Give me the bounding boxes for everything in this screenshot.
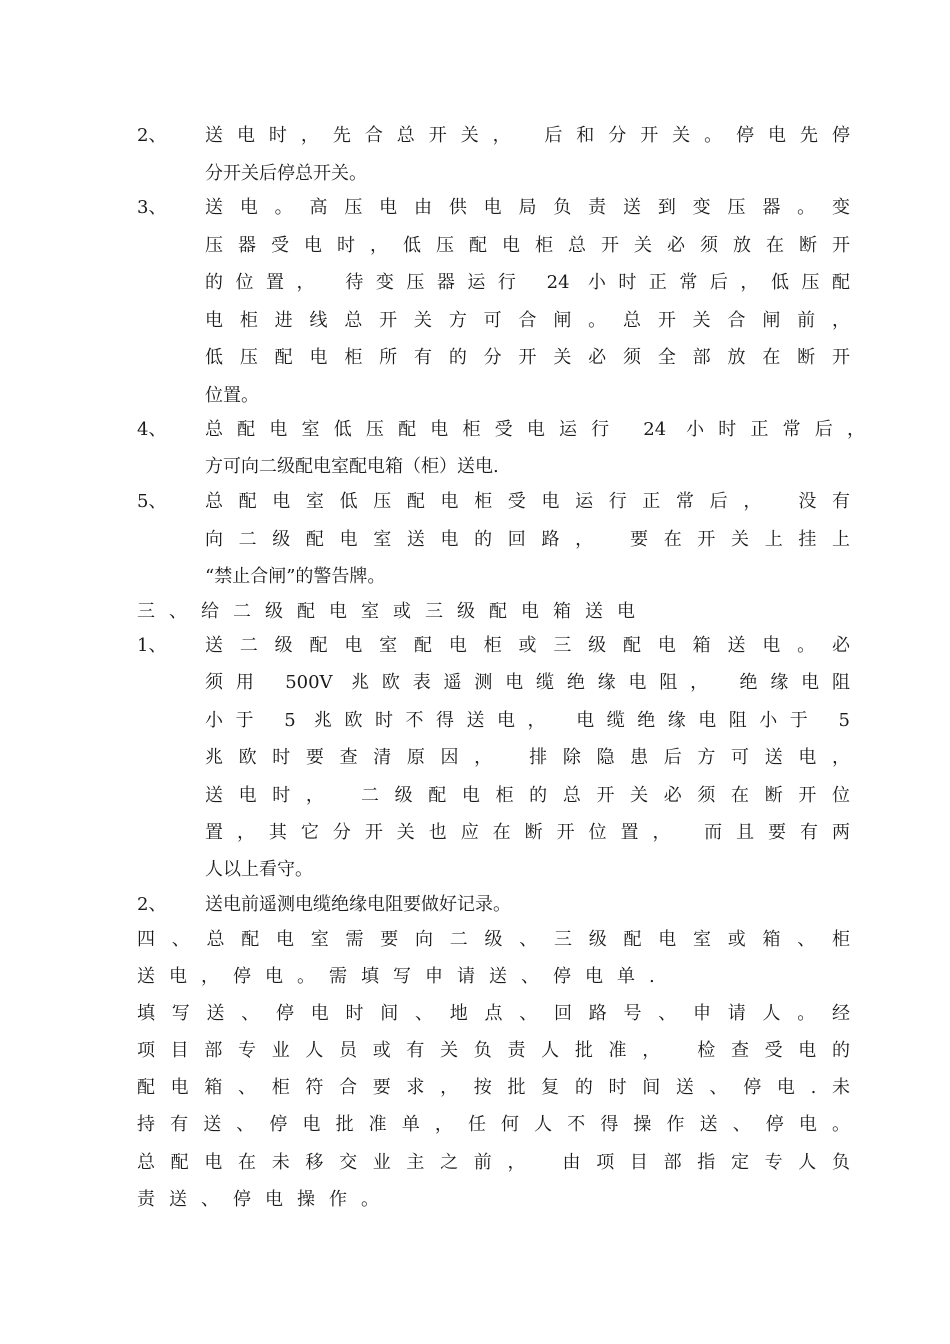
item-text-line: 须用 500V 兆欧表遥测电缆绝缘电阻， 绝缘电阻 <box>205 672 850 693</box>
paragraph-line: 填写送、停电时间、地点、回路号、申请人。经 <box>137 1003 850 1024</box>
item-text-line: 小于 5 兆欧时不得送电， 电缆绝缘电阻小于 5 <box>205 710 850 731</box>
paragraph-line: 责送、停电操作。 <box>137 1189 393 1210</box>
item-text-line: 压器受电时，低压配电柜总开关必须放在断开 <box>205 235 850 256</box>
item-text-line: 兆欧时要查清原因， 排除隐患后方可送电， <box>205 747 850 768</box>
paragraph-line: 送电，停电。需填写申请送、停电单. <box>137 966 669 987</box>
item-text-line: 分开关后停总开关。 <box>205 163 367 184</box>
item-text-line: 位置。 <box>205 385 259 406</box>
paragraph-line: 持有送、停电批准单，任何人不得操作送、停电。 <box>137 1114 850 1135</box>
paragraph-line: 项目部专业人员或有关负责人批准， 检查受电的 <box>137 1040 850 1061</box>
item-number: 2、 <box>137 125 167 146</box>
item-text-line: 电柜进线总开关方可合闸。总开关合闸前， <box>205 310 850 331</box>
item-number: 5、 <box>137 491 167 512</box>
item-text-line: 送二级配电室配电柜或三级配电箱送电。必 <box>205 635 850 656</box>
item-text-line: 送电前遥测电缆绝缘电阻要做好记录。 <box>205 894 511 915</box>
paragraph-line: 配电箱、柜符合要求，按批复的时间送、停电.未 <box>137 1077 850 1098</box>
item-text-line: 人以上看守。 <box>205 859 313 880</box>
item-text-line: “禁止合闸”的警告牌。 <box>205 566 386 587</box>
paragraph-line: 总配电在未移交业主之前， 由项目部指定专人负 <box>137 1152 850 1173</box>
item-number: 1、 <box>137 635 167 656</box>
item-number: 3、 <box>137 197 167 218</box>
item-text-line: 送电时，先合总开关， 后和分开关。停电先停 <box>205 125 850 146</box>
item-text-line: 方可向二级配电室配电箱（柜）送电. <box>205 456 499 477</box>
item-text-line: 置，其它分开关也应在断开位置， 而且要有两 <box>205 822 850 843</box>
item-text-line: 的位置， 待变压器运行 24 小时正常后，低压配 <box>205 272 850 293</box>
item-text-line: 总配电室低压配电柜受电运行 24 小时正常后， <box>205 419 865 440</box>
item-text-line: 向二级配电室送电的回路， 要在开关上挂上 <box>205 529 850 550</box>
section-heading: 三、给二级配电室或三级配电箱送电 <box>137 601 649 622</box>
item-text-line: 送电。高压电由供电局负责送到变压器。变 <box>205 197 850 218</box>
item-text-line: 低压配电柜所有的分开关必须全部放在断开 <box>205 347 850 368</box>
item-number: 4、 <box>137 419 167 440</box>
item-number: 2、 <box>137 894 167 915</box>
item-text-line: 送电时， 二级配电柜的总开关必须在断开位 <box>205 785 850 806</box>
paragraph-line: 四、总配电室需要向二级、三级配电室或箱、柜 <box>137 929 850 950</box>
item-text-line: 总配电室低压配电柜受电运行正常后， 没有 <box>205 491 850 512</box>
